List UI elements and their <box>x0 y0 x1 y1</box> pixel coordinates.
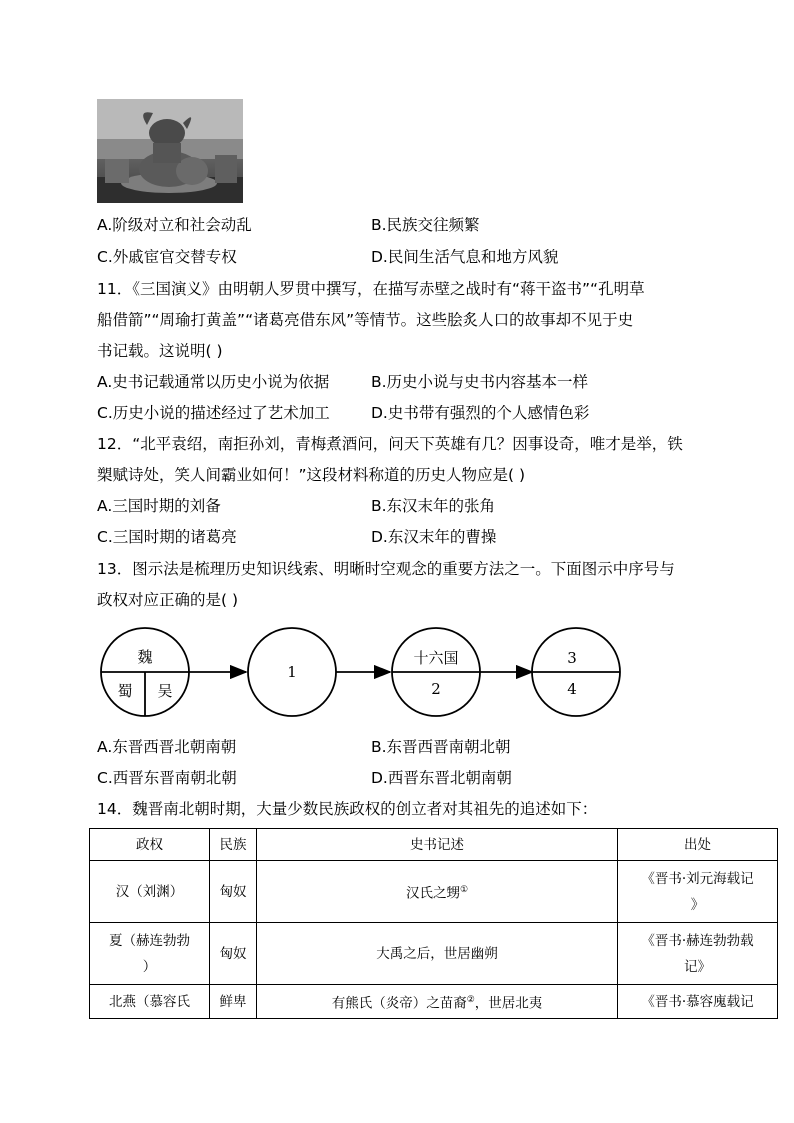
q11-option-b[interactable]: B.历史小说与史书内容基本一样 <box>371 373 589 391</box>
q10-option-c[interactable]: C.外戚宦官交替专权 <box>97 248 237 266</box>
circle-1 <box>248 628 336 716</box>
q13-stem-line2: 政权对应正确的是( ) <box>97 591 239 609</box>
q11-stem-line2: 船借箭”“周瑜打黄盖”“诸葛亮借东风”等情节。这些脍炙人口的故事却不见于史 <box>97 311 634 329</box>
q13-stem-line1: 13．图示法是梳理历史知识线索、明晰时空观念的重要方法之一。下面图示中序号与 <box>97 560 675 578</box>
label-3: 3 <box>567 649 577 667</box>
label-1: 1 <box>287 663 297 681</box>
circle-wei-shu-wu <box>101 628 189 716</box>
header-source: 出处 <box>618 829 778 861</box>
cell-regime: 汉（刘渊） <box>90 861 210 923</box>
cell-regime: 夏（赫连勃勃 ） <box>90 923 210 985</box>
q10-option-b[interactable]: B.民族交往频繁 <box>371 216 480 234</box>
label-2: 2 <box>431 680 441 698</box>
label-shu: 蜀 <box>117 682 133 700</box>
q12-option-b[interactable]: B.东汉末年的张角 <box>371 497 496 515</box>
q12-stem-line1: 12．“北平袁绍，南拒孙刘，青梅煮酒问，问天下英雄有几？因事设奇，唯才是举，铁 <box>97 435 683 453</box>
header-record: 史书记述 <box>257 829 618 861</box>
cell-source: 《晋书·刘元海载记 》 <box>618 861 778 923</box>
cell-record: 有熊氏（炎帝）之苗裔②，世居北夷 <box>257 985 618 1019</box>
q11-option-a[interactable]: A.史书记载通常以历史小说为依据 <box>97 373 330 391</box>
q13-option-d[interactable]: D.西晋东晋北朝南朝 <box>371 769 512 787</box>
cell-source: 《晋书·慕容廆载记 <box>618 985 778 1019</box>
label-sixteen-kingdoms: 十六国 <box>413 649 459 667</box>
table-row <box>90 985 778 1019</box>
circle-sixteen-kingdoms <box>392 628 480 716</box>
table-row <box>90 923 778 985</box>
cell-record: 汉氏之甥① <box>257 861 618 923</box>
cell-regime: 北燕（慕容氏 <box>90 985 210 1019</box>
label-4: 4 <box>567 680 577 698</box>
q10-option-a[interactable]: A.阶级对立和社会动乱 <box>97 216 252 234</box>
table-row <box>90 861 778 923</box>
cell-record: 大禹之后，世居幽朔 <box>257 923 618 985</box>
statue-icon <box>97 99 243 203</box>
q11-stem-line1: 11．《三国演义》由明朝人罗贯中撰写，在描写赤壁之战时有“蒋干盗书”“孔明草 <box>97 280 645 298</box>
q11-option-d[interactable]: D.史书带有强烈的个人感情色彩 <box>371 404 590 422</box>
ancestry-table <box>89 828 778 1019</box>
q11-option-c[interactable]: C.历史小说的描述经过了艺术加工 <box>97 404 330 422</box>
q10-option-d[interactable]: D.民间生活气息和地方风貌 <box>371 248 559 266</box>
q13-option-c[interactable]: C.西晋东晋南朝北朝 <box>97 769 237 787</box>
label-wu: 吴 <box>157 682 173 700</box>
q13-option-b[interactable]: B.东晋西晋南朝北朝 <box>371 738 511 756</box>
circle-3-4 <box>532 628 620 716</box>
bronze-statue-photo <box>97 99 243 203</box>
cell-ethnic: 鲜卑 <box>210 985 257 1019</box>
header-ethnic: 民族 <box>210 829 257 861</box>
q11-stem-line3: 书记载。这说明( ) <box>97 342 223 360</box>
cell-source: 《晋书·赫连勃勃载 记》 <box>618 923 778 985</box>
cell-ethnic: 匈奴 <box>210 923 257 985</box>
q12-option-c[interactable]: C.三国时期的诸葛亮 <box>97 528 237 546</box>
q12-stem-line2: 槊赋诗处，笑人间霸业如何！”这段材料称道的历史人物应是( ) <box>97 466 526 484</box>
header-regime: 政权 <box>90 829 210 861</box>
label-wei: 魏 <box>137 648 153 666</box>
cell-ethnic: 匈奴 <box>210 861 257 923</box>
table-header-row <box>90 829 778 861</box>
q13-option-a[interactable]: A.东晋西晋北朝南朝 <box>97 738 237 756</box>
q12-option-d[interactable]: D.东汉末年的曹操 <box>371 528 497 546</box>
q12-option-a[interactable]: A.三国时期的刘备 <box>97 497 221 515</box>
regime-sequence-diagram <box>98 626 628 722</box>
q14-stem-line1: 14．魏晋南北朝时期，大量少数民族政权的创立者对其祖先的追述如下： <box>97 800 598 818</box>
